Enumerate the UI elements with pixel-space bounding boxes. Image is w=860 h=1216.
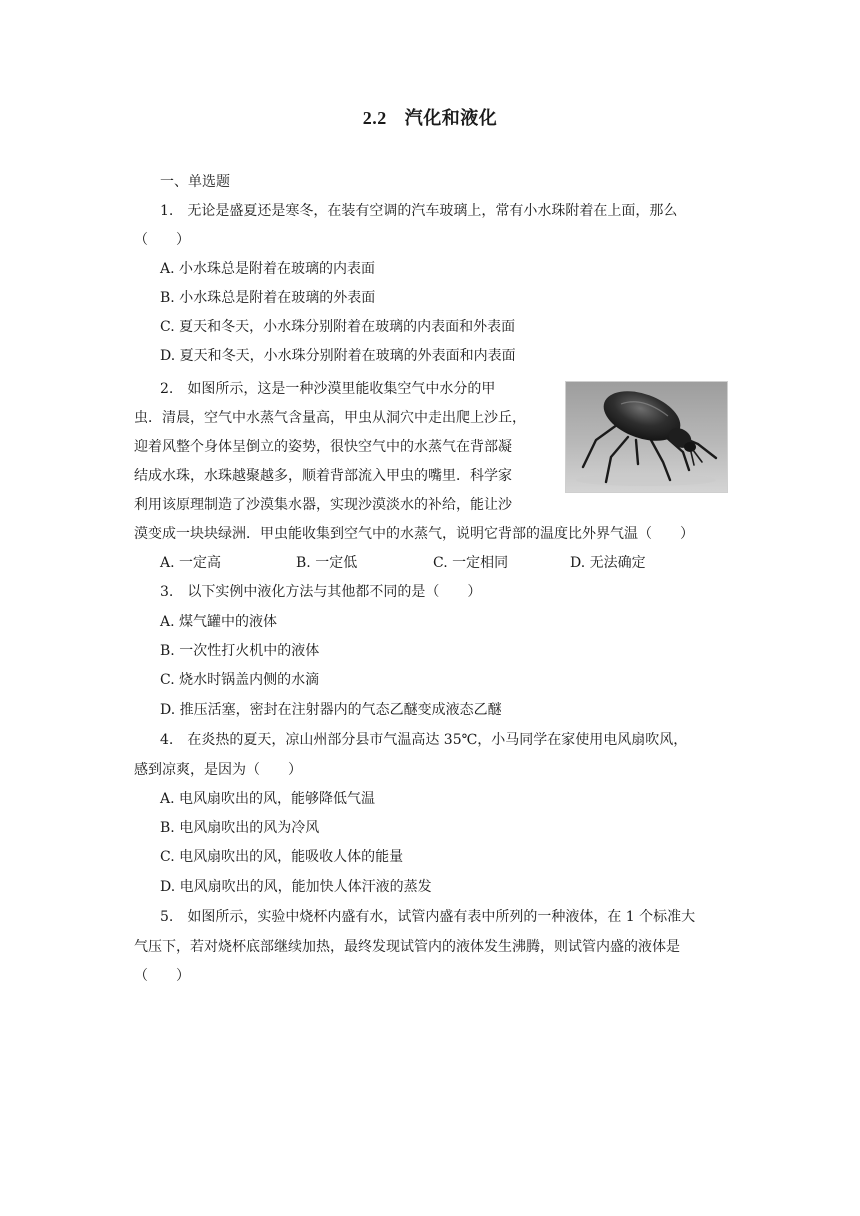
title-text: 汽化和液化: [404, 108, 498, 129]
question-1-option-d: D. 夏天和冬天，小水珠分别附着在玻璃的外表面和内表面: [160, 348, 516, 364]
beetle-illustration: [566, 382, 727, 492]
question-3-option-a: A. 煤气罐中的液体: [160, 614, 278, 630]
question-4-option-c: C. 电风扇吹出的风，能吸收人体的能量: [160, 849, 404, 865]
question-4-option-d: D. 电风扇吹出的风，能加快人体汗液的蒸发: [160, 879, 432, 895]
question-2-options: [160, 553, 646, 573]
question-5-line-1: 5. 如图所示，实验中烧杯内盛有水，试管内盛有表中所列的一种液体，在 1 个标准大: [160, 909, 696, 925]
question-3-option-b: B. 一次性打火机中的液体: [160, 643, 320, 659]
question-5-line-3: （ ）: [134, 968, 190, 984]
question-1-line-2: （ ）: [134, 232, 190, 248]
question-3-option-d: D. 推压活塞，密封在注射器内的气态乙醚变成液态乙醚: [160, 702, 502, 718]
title-number: 2.2: [362, 108, 387, 128]
question-2-line-6: 漠变成一块块绿洲．甲虫能收集到空气中的水蒸气，说明它背部的温度比外界气温（ ）: [134, 526, 694, 542]
question-2-line-3: 迎着风整个身体呈倒立的姿势，很快空气中的水蒸气在背部凝: [134, 439, 512, 455]
section-heading: 一、单选题: [160, 174, 230, 190]
question-1-option-b: B. 小水珠总是附着在玻璃的外表面: [160, 290, 376, 306]
question-3-option-c: C. 烧水时锅盖内侧的水滴: [160, 672, 320, 688]
question-2-line-1: 2. 如图所示，这是一种沙漠里能收集空气中水分的甲: [160, 381, 496, 397]
question-2-line-2: 虫．清晨，空气中水蒸气含量高，甲虫从洞穴中走出爬上沙丘，: [134, 410, 526, 426]
beetle-photo: [565, 381, 728, 493]
question-4-option-a: A. 电风扇吹出的风，能够降低气温: [160, 791, 376, 807]
question-2-line-4: 结成水珠，水珠越聚越多，顺着背部流入甲虫的嘴里．科学家: [134, 468, 512, 484]
question-2-option-d: D. 无法确定: [570, 555, 646, 571]
question-2-option-b: B. 一定低: [296, 555, 358, 571]
question-5-line-2: 气压下，若对烧杯底部继续加热，最终发现试管内的液体发生沸腾，则试管内盛的液体是: [134, 939, 680, 955]
question-1-option-c: C. 夏天和冬天，小水珠分别附着在玻璃的内表面和外表面: [160, 319, 516, 335]
question-1-option-a: A. 小水珠总是附着在玻璃的内表面: [160, 261, 376, 277]
question-2-option-a: A. 一定高: [160, 555, 222, 571]
question-4-line-1: 4. 在炎热的夏天，凉山州部分县市气温高达 35℃，小马同学在家使用电风扇吹风，: [160, 732, 688, 748]
question-3-line-1: 3. 以下实例中液化方法与其他都不同的是（ ）: [160, 584, 482, 600]
page-title: [0, 104, 860, 130]
question-2-option-c: C. 一定相同: [433, 555, 509, 571]
question-4-line-2: 感到凉爽，是因为（ ）: [134, 762, 302, 778]
question-4-option-b: B. 电风扇吹出的风为冷风: [160, 820, 320, 836]
question-1-line-1: 1. 无论是盛夏还是寒冬，在装有空调的汽车玻璃上，常有小水珠附着在上面，那么: [160, 203, 678, 219]
question-2-line-5: 利用该原理制造了沙漠集水器，实现沙漠淡水的补给，能让沙: [134, 497, 512, 513]
